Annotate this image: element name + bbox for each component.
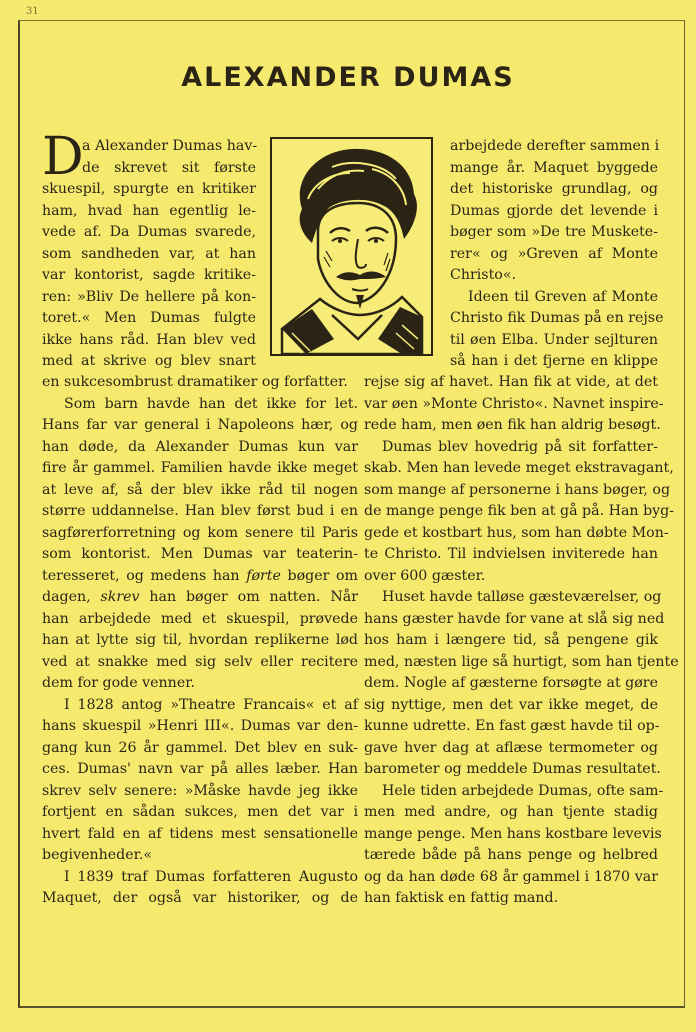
text-line: var kontorist, sagde kritike- bbox=[42, 267, 256, 283]
text-line-with-italic bbox=[42, 566, 358, 588]
text-line: og da han døde 68 år gammel i 1870 var bbox=[364, 868, 658, 885]
text-line: så han i det fjerne en klippe bbox=[450, 353, 658, 369]
dumas-portrait-image bbox=[270, 137, 433, 356]
text-line: at leve af, så der blev ikke råd til nogen bbox=[42, 481, 358, 498]
page-corner-mark: 31 bbox=[26, 6, 39, 17]
text-line: I 1839 traf Dumas forfatteren Augusto bbox=[64, 868, 358, 885]
text-line: han arbejdede med et skuespil, prøvede bbox=[42, 610, 358, 627]
text-line: men med andre, og han tjente stadig bbox=[364, 804, 658, 820]
text-line: gede et kostbart hus, som han døbte Mon- bbox=[364, 524, 669, 541]
text-line: begivenheder.« bbox=[42, 847, 153, 863]
text-line: I 1828 antog »Theatre Francais« et af bbox=[64, 696, 358, 713]
text-line: rede ham, men øen fik han aldrig besøgt. bbox=[364, 417, 661, 433]
text-line: sagførerforretning og kom senere til Paris bbox=[42, 524, 358, 541]
text-line: Hele tiden arbejdede Dumas, ofte sam- bbox=[382, 782, 664, 799]
text-line: skab. Men han levede meget ekstravagant, bbox=[364, 460, 674, 476]
text-line: han faktisk en fattig mand. bbox=[364, 890, 559, 906]
text-line: ces. Dumas' navn var på alles læber. Han bbox=[42, 761, 358, 777]
text-line: som kontorist. Men Dumas var teaterin- bbox=[42, 546, 358, 562]
text-line: han døde, da Alexander Dumas kun var bbox=[42, 438, 358, 455]
text-line: større uddannelse. Han blev først bud i en bbox=[42, 503, 358, 519]
text-line: toret.« Men Dumas fulgte bbox=[42, 310, 256, 326]
text-line: hans gæster havde for vane at slå sig ned bbox=[364, 610, 665, 627]
text-line: tærede både på hans penge og helbred bbox=[364, 847, 658, 863]
text-line: det historiske grundlag, og bbox=[450, 181, 658, 197]
text-line: rer« og »Greven af Monte bbox=[450, 245, 658, 262]
text-line: de skrevet sit første bbox=[82, 159, 256, 176]
text-line: hos ham i længere tid, så pengene gik bbox=[364, 632, 658, 648]
text-line: a Alexander Dumas hav- bbox=[82, 138, 258, 154]
text-line: med, næsten lige så hurtigt, som han tjente bbox=[364, 653, 679, 670]
text-line-with-italic bbox=[42, 587, 358, 609]
text-line: fire år gammel. Familien havde ikke meget bbox=[42, 460, 358, 476]
text-line: mange år. Maquet byggede bbox=[450, 159, 658, 176]
text-line: Som barn havde han det ikke for let. bbox=[64, 395, 358, 412]
text-line: han at lytte sig til, hvordan replikerne lød bbox=[42, 632, 358, 648]
text-line: de mange penge fik ben at gå på. Han byg- bbox=[364, 503, 675, 519]
text-line: som sandheden var, at han bbox=[42, 245, 256, 262]
text-line: hans skuespil »Henri III«. Dumas var den- bbox=[42, 718, 358, 734]
text-line: skrev selv senere: »Måske havde jeg ikke bbox=[42, 782, 358, 799]
text-span: bøger om bbox=[280, 567, 359, 584]
text-line: til øen Elba. Under sejlturen bbox=[450, 331, 658, 348]
text-line: ikke hans råd. Han blev ved bbox=[42, 331, 256, 348]
text-line: gang kun 26 år gammel. Det blev en suk- bbox=[42, 739, 358, 756]
text-line: Dumas blev hovedrig på sit forfatter- bbox=[382, 438, 658, 455]
text-line: Christo«. bbox=[450, 267, 517, 283]
text-line: ved at snakke med sig selv eller recitere bbox=[42, 653, 358, 670]
text-line: vede af. Da Dumas svarede, bbox=[42, 224, 256, 240]
text-line: skuespil, spurgte en kritiker bbox=[42, 181, 256, 197]
text-line: Ideen til Greven af Monte bbox=[468, 288, 658, 305]
text-span: teresseret, og medens han bbox=[42, 567, 247, 584]
text-line: dem for gode venner. bbox=[42, 675, 195, 691]
text-line: en sukcesombrust dramatiker og forfatter. bbox=[42, 374, 348, 390]
text-line: te Christo. Til indvielsen inviterede han bbox=[364, 546, 658, 562]
text-line: barometer og meddele Dumas resultatet. bbox=[364, 761, 661, 777]
portrait-icon bbox=[272, 139, 431, 354]
text-line: over 600 gæster. bbox=[364, 567, 486, 584]
right-column-body bbox=[364, 372, 679, 910]
text-line: mange penge. Men hans kostbare levevis bbox=[364, 825, 662, 842]
text-line: Hans far var general i Napoleons hær, og bbox=[42, 417, 358, 433]
article-title: ALEXANDER DUMAS bbox=[181, 62, 515, 93]
text-line: fortjent en sådan sukces, men det var i bbox=[42, 804, 358, 820]
text-line: med at skrive og blev snart bbox=[42, 353, 256, 369]
text-line: gave hver dag at aflæse termometer og bbox=[364, 739, 658, 756]
text-line: hvert fald en af tidens mest sensationelle bbox=[42, 825, 358, 842]
italic-word: førte bbox=[246, 567, 281, 584]
text-line: Huset havde talløse gæsteværelser, og bbox=[382, 589, 662, 605]
left-column-top bbox=[82, 136, 256, 179]
left-column-top-2 bbox=[42, 179, 256, 373]
drop-cap-letter: D bbox=[42, 127, 84, 187]
text-line: Christo fik Dumas på en rejse bbox=[450, 310, 664, 326]
text-line: bøger som »De tre Muskete- bbox=[450, 224, 658, 240]
text-line: kunne udrette. En fast gæst havde til op- bbox=[364, 718, 660, 734]
text-line: ham, hvad han egentlig le- bbox=[42, 202, 256, 219]
italic-word: skrev bbox=[100, 589, 140, 605]
text-span: han bøger om natten. Når bbox=[139, 589, 358, 605]
text-line: var øen »Monte Christo«. Navnet inspire- bbox=[364, 395, 664, 412]
text-line: arbejdede derefter sammen i bbox=[450, 138, 660, 154]
text-line: Dumas gjorde det levende i bbox=[450, 202, 658, 219]
text-span: dagen, bbox=[42, 589, 101, 605]
text-line: ren: »Bliv De hellere på kon- bbox=[42, 288, 256, 305]
text-line: som mange af personerne i hans bøger, og bbox=[364, 481, 671, 498]
text-line: rejse sig af havet. Han fik at vide, at det bbox=[364, 374, 658, 390]
text-line: sig nyttige, men det var ikke meget, de bbox=[364, 696, 658, 713]
right-column-top bbox=[450, 136, 664, 373]
text-line: Maquet, der også var historiker, og de bbox=[42, 890, 358, 906]
left-column-body bbox=[42, 372, 358, 910]
text-line: dem. Nogle af gæsterne forsøgte at gøre bbox=[364, 675, 658, 691]
